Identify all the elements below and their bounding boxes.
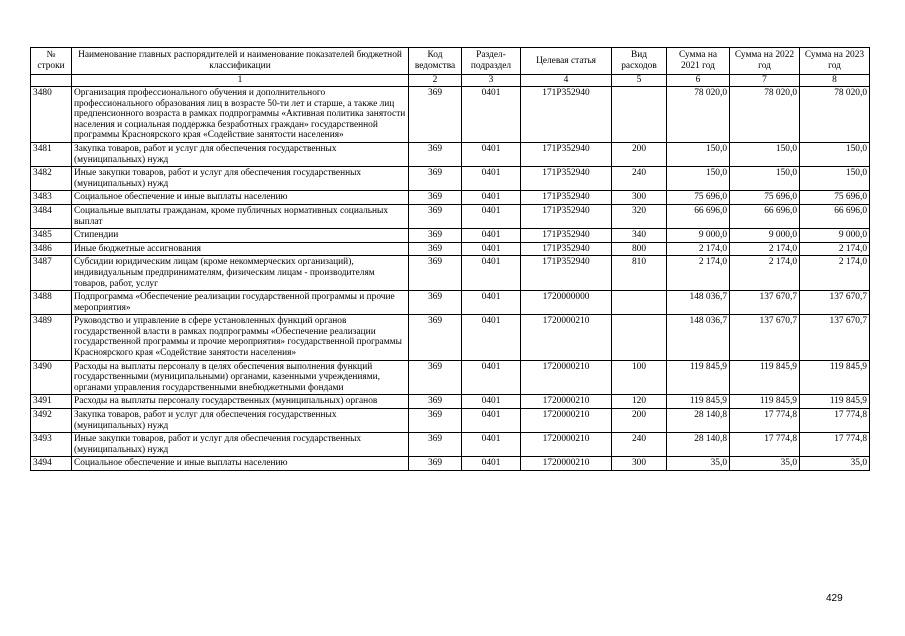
section-code: 0401 bbox=[462, 291, 521, 315]
sum-2023: 150,0 bbox=[800, 142, 870, 166]
row-name: Расходы на выплаты персоналу в целях обеспечения выполнения функций государственными (муниципальными) органами, казенными учреждениями, органами управления государственными внебюджетными фондами bbox=[72, 360, 409, 395]
sum-2022: 119 845,9 bbox=[730, 395, 800, 409]
column-number: 8 bbox=[800, 75, 870, 87]
sum-2022: 17 774,8 bbox=[730, 409, 800, 433]
department-code: 369 bbox=[409, 409, 462, 433]
sum-2023: 150,0 bbox=[800, 167, 870, 191]
table-row bbox=[31, 291, 870, 315]
section-code: 0401 bbox=[462, 167, 521, 191]
table-row bbox=[31, 191, 870, 205]
header-expense-type: Вид расходов bbox=[612, 48, 667, 75]
sum-2021: 119 845,9 bbox=[667, 360, 730, 395]
department-code: 369 bbox=[409, 242, 462, 256]
section-code: 0401 bbox=[462, 457, 521, 471]
table-row bbox=[31, 409, 870, 433]
row-name: Иные бюджетные ассигнования bbox=[72, 242, 409, 256]
sum-2021: 75 696,0 bbox=[667, 191, 730, 205]
column-number: 5 bbox=[612, 75, 667, 87]
sum-2021: 28 140,8 bbox=[667, 409, 730, 433]
row-number: 3484 bbox=[31, 204, 72, 228]
row-number: 3480 bbox=[31, 87, 72, 143]
department-code: 369 bbox=[409, 360, 462, 395]
section-code: 0401 bbox=[462, 229, 521, 243]
target-article: 171P352940 bbox=[521, 242, 612, 256]
expense-type bbox=[612, 291, 667, 315]
target-article: 171P352940 bbox=[521, 191, 612, 205]
row-number: 3481 bbox=[31, 142, 72, 166]
table-row bbox=[31, 87, 870, 143]
section-code: 0401 bbox=[462, 395, 521, 409]
expense-type: 240 bbox=[612, 167, 667, 191]
row-name: Социальное обеспечение и иные выплаты населению bbox=[72, 457, 409, 471]
sum-2023: 2 174,0 bbox=[800, 256, 870, 291]
row-name: Иные закупки товаров, работ и услуг для обеспечения государственных (муниципальных) нужд bbox=[72, 167, 409, 191]
section-code: 0401 bbox=[462, 360, 521, 395]
column-number: 4 bbox=[521, 75, 612, 87]
sum-2021: 28 140,8 bbox=[667, 433, 730, 457]
department-code: 369 bbox=[409, 167, 462, 191]
row-number: 3488 bbox=[31, 291, 72, 315]
row-name: Социальные выплаты гражданам, кроме публичных нормативных социальных выплат bbox=[72, 204, 409, 228]
department-code: 369 bbox=[409, 142, 462, 166]
sum-2022: 2 174,0 bbox=[730, 242, 800, 256]
section-code: 0401 bbox=[462, 256, 521, 291]
target-article: 171P352940 bbox=[521, 204, 612, 228]
column-number-row bbox=[31, 75, 870, 87]
section-code: 0401 bbox=[462, 204, 521, 228]
table-row bbox=[31, 229, 870, 243]
expense-type: 320 bbox=[612, 204, 667, 228]
row-number: 3487 bbox=[31, 256, 72, 291]
table-row bbox=[31, 315, 870, 360]
sum-2021: 2 174,0 bbox=[667, 256, 730, 291]
sum-2023: 119 845,9 bbox=[800, 360, 870, 395]
column-number: 2 bbox=[409, 75, 462, 87]
expense-type: 810 bbox=[612, 256, 667, 291]
sum-2022: 78 020,0 bbox=[730, 87, 800, 143]
header-sum-2021: Сумма на 2021 год bbox=[667, 48, 730, 75]
section-code: 0401 bbox=[462, 87, 521, 143]
department-code: 369 bbox=[409, 291, 462, 315]
sum-2022: 137 670,7 bbox=[730, 315, 800, 360]
department-code: 369 bbox=[409, 395, 462, 409]
expense-type: 240 bbox=[612, 433, 667, 457]
expense-type: 800 bbox=[612, 242, 667, 256]
row-name: Закупка товаров, работ и услуг для обеспечения государственных (муниципальных) нужд bbox=[72, 142, 409, 166]
row-name: Иные закупки товаров, работ и услуг для обеспечения государственных (муниципальных) нужд bbox=[72, 433, 409, 457]
table-row bbox=[31, 256, 870, 291]
row-number: 3483 bbox=[31, 191, 72, 205]
sum-2023: 35,0 bbox=[800, 457, 870, 471]
header-row-number: № строки bbox=[31, 48, 72, 75]
row-name: Субсидии юридическим лицам (кроме некоммерческих организаций), индивидуальным предпринимателям, физическим лицам - производителям товаров, работ, услуг bbox=[72, 256, 409, 291]
row-name: Организация профессионального обучения и дополнительного профессионального образования лиц в возрасте 50-ти лет и старше, а также лиц предпенсионного возраста в рамках подпрограммы «Активная политика занятости населения и социальная поддержка безработных граждан» государственной программы Красноярского края «Содействие занятости населения» bbox=[72, 87, 409, 143]
sum-2023: 119 845,9 bbox=[800, 395, 870, 409]
row-number: 3492 bbox=[31, 409, 72, 433]
sum-2023: 75 696,0 bbox=[800, 191, 870, 205]
sum-2023: 137 670,7 bbox=[800, 315, 870, 360]
sum-2023: 17 774,8 bbox=[800, 409, 870, 433]
section-code: 0401 bbox=[462, 242, 521, 256]
column-number: 7 bbox=[730, 75, 800, 87]
expense-type: 100 bbox=[612, 360, 667, 395]
table-row bbox=[31, 457, 870, 471]
expense-type bbox=[612, 315, 667, 360]
budget-table bbox=[30, 47, 870, 471]
sum-2021: 9 000,0 bbox=[667, 229, 730, 243]
target-article: 171P352940 bbox=[521, 256, 612, 291]
expense-type: 300 bbox=[612, 457, 667, 471]
section-code: 0401 bbox=[462, 191, 521, 205]
sum-2021: 148 036,7 bbox=[667, 291, 730, 315]
row-number: 3485 bbox=[31, 229, 72, 243]
sum-2023: 66 696,0 bbox=[800, 204, 870, 228]
expense-type: 340 bbox=[612, 229, 667, 243]
header-name: Наименование главных распорядителей и наименование показателей бюджетной классификации bbox=[72, 48, 409, 75]
department-code: 369 bbox=[409, 433, 462, 457]
column-number: 1 bbox=[72, 75, 409, 87]
row-number: 3494 bbox=[31, 457, 72, 471]
sum-2021: 66 696,0 bbox=[667, 204, 730, 228]
row-number: 3489 bbox=[31, 315, 72, 360]
sum-2022: 17 774,8 bbox=[730, 433, 800, 457]
department-code: 369 bbox=[409, 229, 462, 243]
section-code: 0401 bbox=[462, 315, 521, 360]
sum-2021: 150,0 bbox=[667, 142, 730, 166]
header-department-code: Код ведомства bbox=[409, 48, 462, 75]
sum-2023: 17 774,8 bbox=[800, 433, 870, 457]
row-name: Стипендии bbox=[72, 229, 409, 243]
sum-2022: 119 845,9 bbox=[730, 360, 800, 395]
row-name: Подпрограмма «Обеспечение реализации государственной программы и прочие мероприятия» bbox=[72, 291, 409, 315]
table-row bbox=[31, 142, 870, 166]
sum-2021: 78 020,0 bbox=[667, 87, 730, 143]
sum-2022: 35,0 bbox=[730, 457, 800, 471]
target-article: 171P352940 bbox=[521, 87, 612, 143]
section-code: 0401 bbox=[462, 409, 521, 433]
row-number: 3486 bbox=[31, 242, 72, 256]
sum-2022: 137 670,7 bbox=[730, 291, 800, 315]
sum-2021: 150,0 bbox=[667, 167, 730, 191]
column-number bbox=[31, 75, 72, 87]
department-code: 369 bbox=[409, 315, 462, 360]
sum-2022: 66 696,0 bbox=[730, 204, 800, 228]
table-row bbox=[31, 395, 870, 409]
target-article: 171P352940 bbox=[521, 229, 612, 243]
row-number: 3491 bbox=[31, 395, 72, 409]
department-code: 369 bbox=[409, 87, 462, 143]
department-code: 369 bbox=[409, 256, 462, 291]
header-section: Раздел-подраздел bbox=[462, 48, 521, 75]
row-number: 3493 bbox=[31, 433, 72, 457]
table-row bbox=[31, 204, 870, 228]
sum-2022: 150,0 bbox=[730, 167, 800, 191]
header-sum-2023: Сумма на 2023 год bbox=[800, 48, 870, 75]
row-name: Закупка товаров, работ и услуг для обеспечения государственных (муниципальных) нужд bbox=[72, 409, 409, 433]
target-article: 1720000210 bbox=[521, 395, 612, 409]
target-article: 1720000210 bbox=[521, 315, 612, 360]
row-name: Социальное обеспечение и иные выплаты населению bbox=[72, 191, 409, 205]
header-target-article: Целевая статья bbox=[521, 48, 612, 75]
row-number: 3482 bbox=[31, 167, 72, 191]
department-code: 369 bbox=[409, 204, 462, 228]
target-article: 1720000000 bbox=[521, 291, 612, 315]
table-row bbox=[31, 360, 870, 395]
row-name: Руководство и управление в сфере установленных функций органов государственной власти в рамках подпрограммы «Обеспечение реализации государственной программы и прочие мероприятия» государственной программы Красноярского края «Содействие занятости населения» bbox=[72, 315, 409, 360]
sum-2021: 35,0 bbox=[667, 457, 730, 471]
column-number: 6 bbox=[667, 75, 730, 87]
section-code: 0401 bbox=[462, 433, 521, 457]
sum-2022: 75 696,0 bbox=[730, 191, 800, 205]
sum-2021: 119 845,9 bbox=[667, 395, 730, 409]
sum-2022: 2 174,0 bbox=[730, 256, 800, 291]
section-code: 0401 bbox=[462, 142, 521, 166]
page-number: 429 bbox=[826, 593, 843, 604]
expense-type: 120 bbox=[612, 395, 667, 409]
table-header-row bbox=[31, 48, 870, 75]
sum-2023: 137 670,7 bbox=[800, 291, 870, 315]
column-number: 3 bbox=[462, 75, 521, 87]
target-article: 171P352940 bbox=[521, 142, 612, 166]
target-article: 1720000210 bbox=[521, 457, 612, 471]
sum-2021: 148 036,7 bbox=[667, 315, 730, 360]
row-name: Расходы на выплаты персоналу государственных (муниципальных) органов bbox=[72, 395, 409, 409]
expense-type: 200 bbox=[612, 409, 667, 433]
target-article: 1720000210 bbox=[521, 433, 612, 457]
sum-2023: 2 174,0 bbox=[800, 242, 870, 256]
target-article: 1720000210 bbox=[521, 360, 612, 395]
sum-2021: 2 174,0 bbox=[667, 242, 730, 256]
header-sum-2022: Сумма на 2022 год bbox=[730, 48, 800, 75]
target-article: 171P352940 bbox=[521, 167, 612, 191]
table-row bbox=[31, 167, 870, 191]
table-row bbox=[31, 242, 870, 256]
sum-2022: 9 000,0 bbox=[730, 229, 800, 243]
department-code: 369 bbox=[409, 457, 462, 471]
expense-type bbox=[612, 87, 667, 143]
target-article: 1720000210 bbox=[521, 409, 612, 433]
department-code: 369 bbox=[409, 191, 462, 205]
table-row bbox=[31, 433, 870, 457]
sum-2023: 78 020,0 bbox=[800, 87, 870, 143]
sum-2023: 9 000,0 bbox=[800, 229, 870, 243]
expense-type: 200 bbox=[612, 142, 667, 166]
expense-type: 300 bbox=[612, 191, 667, 205]
row-number: 3490 bbox=[31, 360, 72, 395]
sum-2022: 150,0 bbox=[730, 142, 800, 166]
